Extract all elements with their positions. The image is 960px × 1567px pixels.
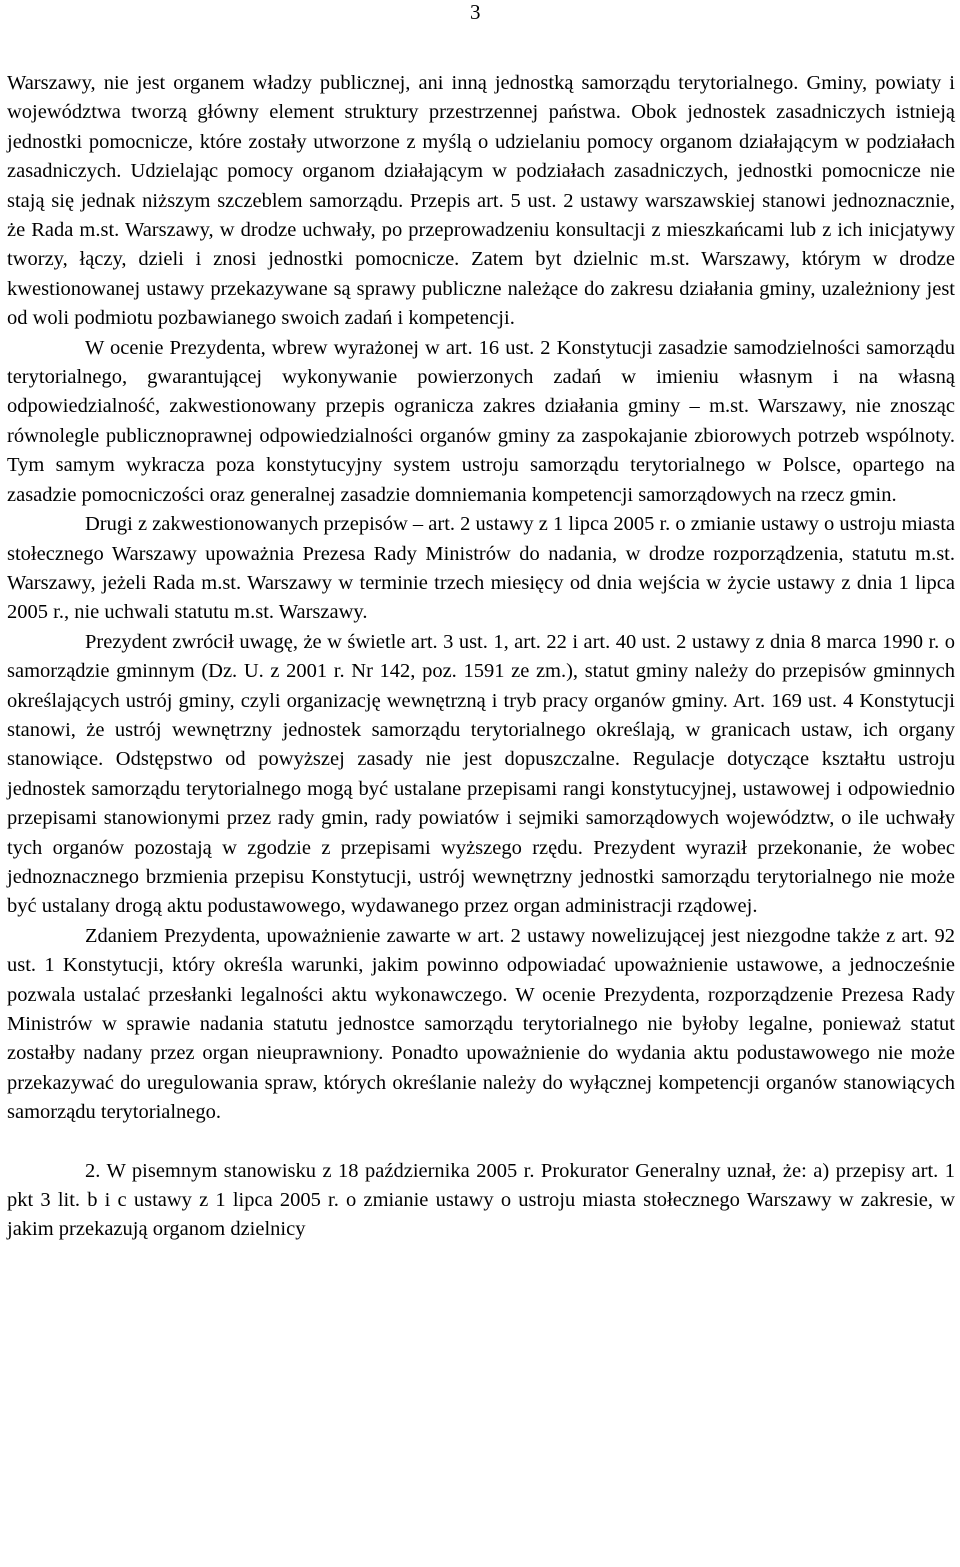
paragraph: 2. W pisemnym stanowisku z 18 października 2005 r. Prokurator Generalny uznał, że: a) przepisy art. 1 pkt 3 lit. b i c ustawy z 1 lipca 2005 r. o zmianie ustawy o ustroju miasta stołecznego Warszawy w zakresie, w jakim przekazują organom dzielnicy — [7, 1159, 955, 1241]
paragraph: Drugi z zakwestionowanych przepisów – art. 2 ustawy z 1 lipca 2005 r. o zmianie ustawy o ustroju miasta stołecznego Warszawy upoważnia Prezesa Rady Ministrów do nadania, w drodze rozporządzenia, statutu m.st. Warszawy, jeżeli Rada m.st. Warszawy w terminie trzech miesięcy od dnia wejścia w życie ustawy z dnia 1 lipca 2005 r., nie uchwali statutu m.st. Warszawy. — [7, 513, 955, 624]
paragraph: Zdaniem Prezydenta, upoważnienie zawarte w art. 2 ustawy nowelizującej jest niezgodne także z art. 92 ust. 1 Konstytucji, który określa warunki, jakim powinno odpowiadać upoważnienie ustawowe, a jednocześnie pozwala ustalać przesłanki legalności aktu wykonawczego. W ocenie Prezydenta, rozporządzenie Prezesa Rady Ministrów w sprawie nadania statutu jednostce samorządu terytorialnego nie byłoby legalne, ponieważ statut zostałby nadany przez organ nieuprawniony. Ponadto upoważnienie do wydania aktu podustawowego nie może przekazywać do uregulowania spraw, których określanie należy do wyłącznej kompetencji organów stanowiących samorządu terytorialnego. — [7, 924, 955, 1124]
document-body — [7, 69, 955, 1245]
paragraph: Warszawy, nie jest organem władzy publicznej, ani inną jednostką samorządu terytorialnego. Gminy, powiaty i województwa tworzą główny element struktury przestrzennej państwa. Obok jednostek zasadniczych istnieją jednostki pomocnicze, które zostały utworzone z myślą o udzielaniu pomocy organom działającym w podziałach zasadniczych. Udzielając pomocy organom działającym w podziałach zasadniczych, jednostki pomocnicze nie stają się jednak niższym szczeblem samorządu. Przepis art. 5 ust. 2 ustawy warszawskiej stanowi jednoznacznie, że Rada m.st. Warszawy, w drodze uchwały, po przeprowadzeniu konsultacji z mieszkańcami lub z ich inicjatywy tworzy, łączy, dzieli i znosi jednostki pomocnicze. Zatem byt dzielnic m.st. Warszawy, którym w drodze kwestionowanej ustawy przekazywane są sprawy publiczne należące do zakresu działania gminy, uzależniony jest od woli podmiotu pozbawianego swoich zadań i kompetencji. — [7, 72, 955, 330]
paragraph: W ocenie Prezydenta, wbrew wyrażonej w art. 16 ust. 2 Konstytucji zasadzie samodzielności samorządu terytorialnego, gwarantującej wykonywanie powierzonych zadań w imieniu własnym i na własną odpowiedzialność, zakwestionowany przepis ogranicza zakres działania gminy – m.st. Warszawy, nie znosząc równolegle publicznoprawnej odpowiedzialności organów gminy za zaspokajanie zbiorowych potrzeb wspólnoty. Tym samym wykracza poza konstytucyjny system ustroju samorządu terytorialnego w Polsce, opartego na zasadzie pomocniczości oraz generalnej zasadzie domniemania kompetencji samorządowych na rzecz gmin. — [7, 336, 955, 506]
page-number: 3 — [470, 0, 481, 24]
paragraph: Prezydent zwrócił uwagę, że w świetle art. 3 ust. 1, art. 22 i art. 40 ust. 2 ustawy z dnia 8 marca 1990 r. o samorządzie gminnym (Dz. U. z 2001 r. Nr 142, poz. 1591 ze zm.), statut gminy należy do przepisów gminnych określających ustrój gminy, czyli organizację wewnętrzną i tryb pracy organów gminy. Art. 169 ust. 4 Konstytucji stanowi, że ustrój wewnętrzny jednostek samorządu terytorialnego określają, w granicach ustaw, ich organy stanowiące. Odstępstwo od powyższej zasady nie jest dopuszczalne. Regulacje dotyczące kształtu ustroju jednostek samorządu terytorialnego mogą być ustalane przepisami rangi konstytucyjnej, ustawowej i odpowiednio przepisami stanowionymi przez rady gmin, rady powiatów i sejmiki samorządowych województw, o ile uchwały tych organów pozostają w zgodzie z przepisami wyższego rzędu. Prezydent wyraził przekonanie, że wobec jednoznacznego brzmienia przepisu Konstytucji, ustrój wewnętrzny jednostki samorządu terytorialnego nie może być ustalany drogą aktu podustawowego, wydawanego przez organ administracji rządowej. — [7, 630, 955, 918]
